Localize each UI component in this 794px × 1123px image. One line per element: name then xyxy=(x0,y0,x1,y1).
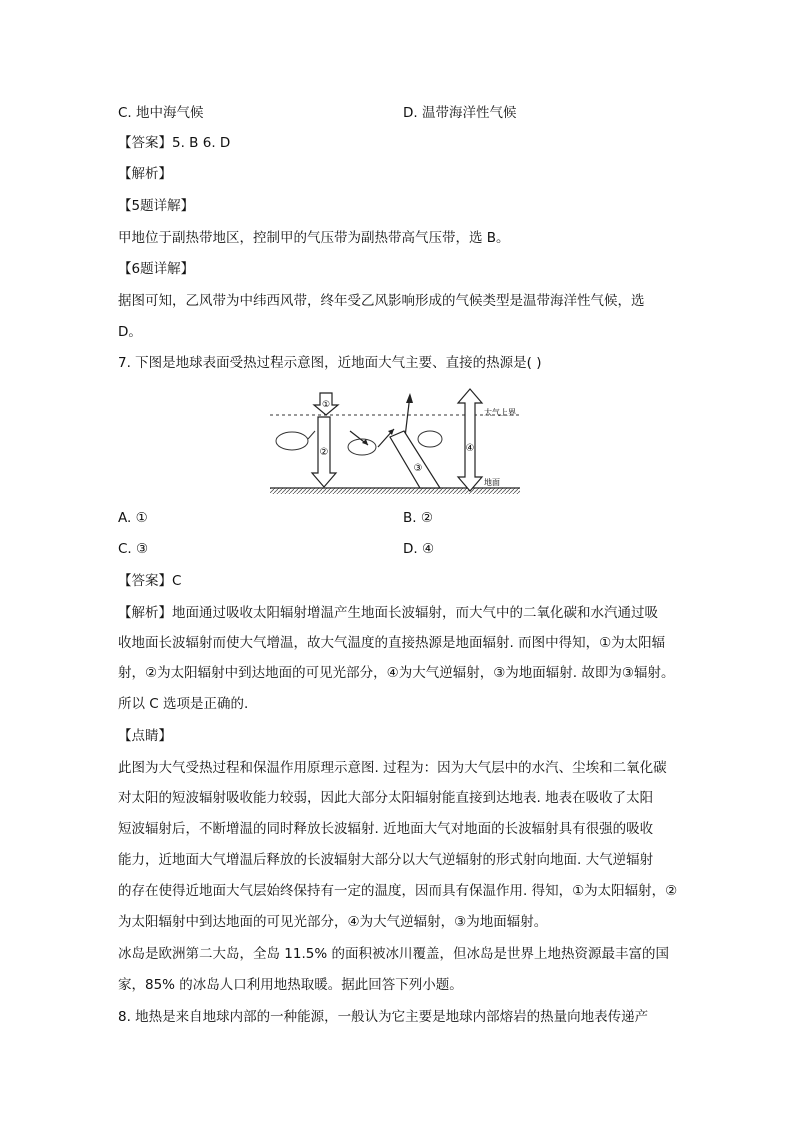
label-ground: 地面 xyxy=(484,478,500,487)
answer-7: 【答案】C xyxy=(118,573,182,589)
iceland-intro-line: 家，85% 的冰岛人口利用地热取暖。据此回答下列小题。 xyxy=(118,977,463,993)
tip-line: 的存在使得近地面大气层始终保持有一定的温度，因而具有保温作用. 得知，①为太阳辐射，② xyxy=(118,883,678,899)
q7-option-b: B. ② xyxy=(403,510,433,526)
q6-detail-heading: 【6题详解】 xyxy=(118,261,195,277)
option-c: C. 地中海气候 xyxy=(118,105,204,121)
tip-line: 短波辐射后，不断增温的同时释放长波辐射. 近地面大气对地面的长波辐射具有很强的吸收 xyxy=(118,821,654,837)
analysis-7-line: 射，②为太阳辐射中到达地面的可见光部分，④为大气逆辐射，③为地面辐射. 故即为③辐射。 xyxy=(118,665,675,681)
analysis-heading: 【解析】 xyxy=(118,166,172,182)
tip-line: 能力，近地面大气增温后释放的长波辐射大部分以大气逆辐射的形式射向地面. 大气逆辐射 xyxy=(118,852,654,868)
ground-hatch xyxy=(270,488,520,494)
label-atmosphere-top: 大气上界 xyxy=(484,408,516,417)
analysis-7-line: 【解析】地面通过吸收太阳辐射增温产生地面长波辐射，而大气中的二氧化碳和水汽通过吸 xyxy=(118,605,658,621)
label-4: ④ xyxy=(465,443,475,454)
analysis-7-line: 所以 C 选项是正确的. xyxy=(118,696,249,712)
tip-heading: 【点睛】 xyxy=(118,728,172,744)
answer-label: 【答案】5. B 6. D xyxy=(118,135,231,151)
analysis-7-line: 收地面长波辐射而使大气增温，故大气温度的直接热源是地面辐射. 而图中得知，①为太阳辐 xyxy=(118,635,666,651)
heating-process-diagram xyxy=(270,385,520,495)
tip-line: 为太阳辐射中到达地面的可见光部分，④为大气逆辐射，③为地面辐射。 xyxy=(118,914,548,930)
cloud-middle xyxy=(348,439,376,455)
tip-line: 对太阳的短波辐射吸收能力较弱，因此大部分太阳辐射能直接到达地表. 地表在吸收了太阳 xyxy=(118,790,654,806)
counter-radiation-arrow xyxy=(458,389,482,491)
q7-option-a: A. ① xyxy=(118,510,148,526)
q5-detail-heading: 【5题详解】 xyxy=(118,198,195,214)
label-2: ② xyxy=(319,447,329,458)
q7-option-c: C. ③ xyxy=(118,541,149,557)
option-d: D. 温带海洋性气候 xyxy=(403,105,517,121)
q7-stem: 7. 下图是地球表面受热过程示意图，近地面大气主要、直接的热源是( ) xyxy=(118,355,542,371)
cloud-left xyxy=(276,432,308,450)
q7-option-d: D. ④ xyxy=(403,541,435,557)
q6-detail-line1: 据图可知，乙风带为中纬西风带，终年受乙风影响形成的气候类型是温带海洋性气候，选 xyxy=(118,293,645,309)
label-1: ① xyxy=(321,400,331,410)
tip-line: 此图为大气受热过程和保温作用原理示意图. 过程为：因为大气层中的水汽、尘埃和二氧化碳 xyxy=(118,760,667,776)
label-3: ③ xyxy=(413,463,423,474)
q8-stem: 8. 地热是来自地球内部的一种能源，一般认为它主要是地球内部熔岩的热量向地表传递产 xyxy=(118,1009,649,1025)
q5-detail: 甲地位于副热带地区，控制甲的气压带为副热带高气压带，选 B。 xyxy=(118,230,510,246)
cloud-right xyxy=(418,431,442,447)
q6-detail-line2: D。 xyxy=(118,324,142,340)
iceland-intro-line: 冰岛是欧洲第二大岛，全岛 11.5% 的面积被冰川覆盖，但冰岛是世界上地热资源最丰富的国 xyxy=(118,946,669,962)
